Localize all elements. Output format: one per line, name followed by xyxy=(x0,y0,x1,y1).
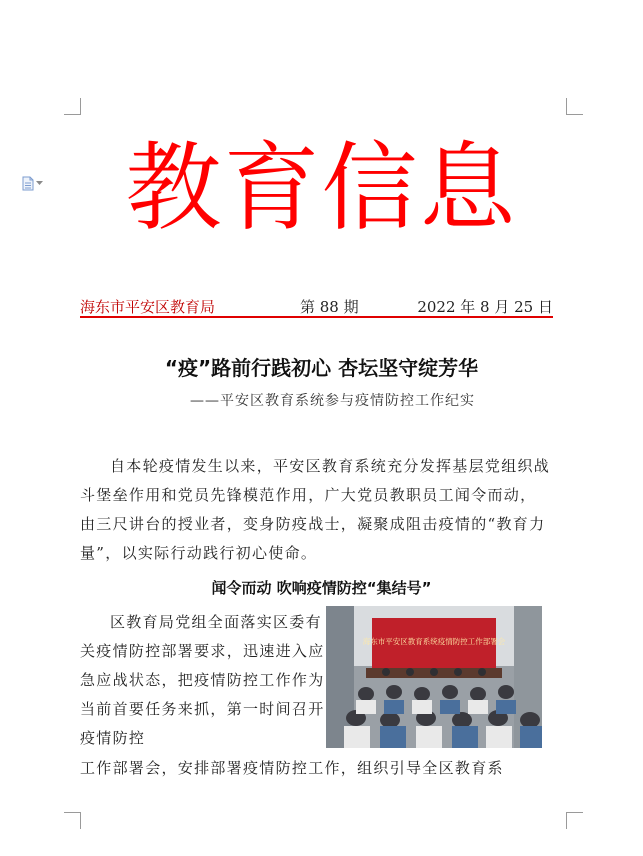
section-paragraph-continued: 工作部署会，安排部署疫情防控工作，组织引导全区教育系 xyxy=(80,759,504,777)
section-heading: 闻令而动 吹响疫情防控“集结号” xyxy=(211,579,432,597)
page-corner-mark xyxy=(64,812,81,829)
banner-text: 海东市平安区教育系统疫情防控工作部署会 xyxy=(362,637,506,646)
page-corner-mark xyxy=(566,98,583,115)
masthead-title: 教育信息 xyxy=(125,132,518,244)
article-subtitle: ——平安区教育系统参与疫情防控工作纪实 xyxy=(190,393,475,409)
page-corner-mark xyxy=(64,98,81,115)
page-corner-mark xyxy=(566,812,583,829)
issue-number: 第 88 期 xyxy=(300,298,359,316)
meeting-photo xyxy=(326,606,542,748)
issue-info-line xyxy=(80,294,553,318)
article-title: “疫”路前行践初心 杏坛坚守绽芳华 xyxy=(164,356,479,380)
issue-date: 2022 年 8 月 25 日 xyxy=(417,298,553,316)
intro-paragraph: 自本轮疫情发生以来，平安区教育系统充分发挥基层党组织战斗堡垒作用和党员先锋模范作用，广大党员教职员工闻令而动，由三尺讲台的授业者，变身防疫战士，凝聚成阻击疫情的“教育力量”，以实际行动践行初心使命。 xyxy=(80,457,551,562)
publisher-name: 海东市平安区教育局 xyxy=(80,298,216,316)
section-paragraph-wrapped: 区教育局党组全面落实区委有关疫情防控部署要求，迅速进入应急应战状态，把疫情防控工作作为当前首要任务来抓，第一时间召开疫情防控 xyxy=(80,613,325,747)
